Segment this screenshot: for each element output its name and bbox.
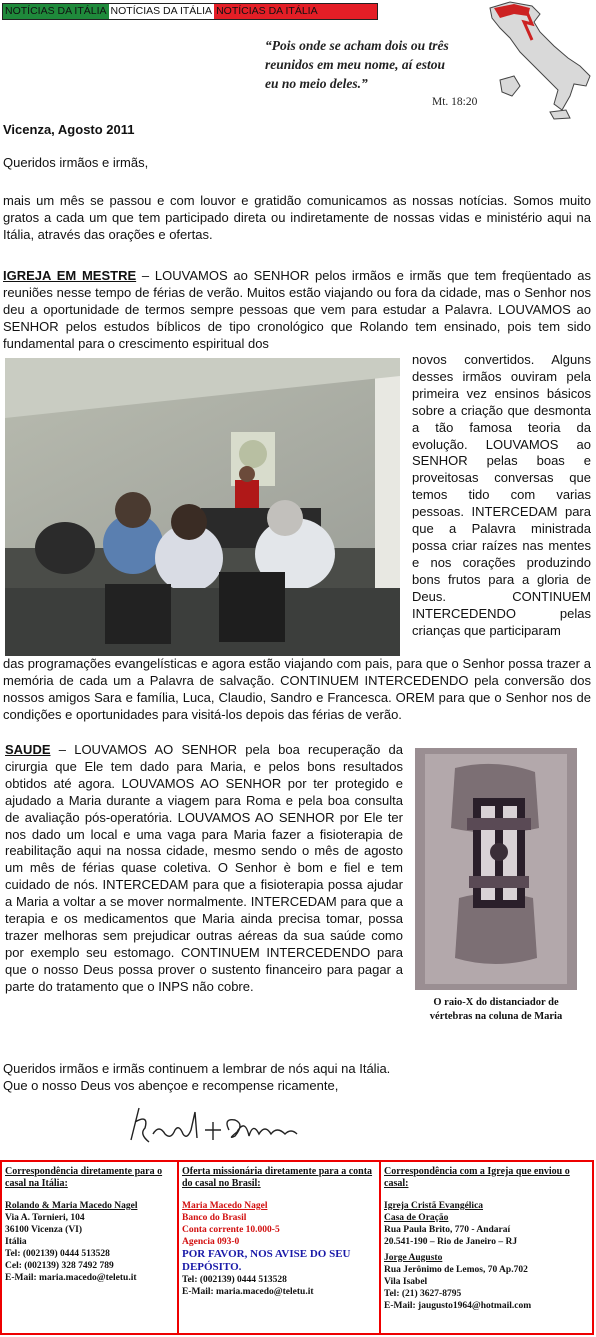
dateline: Vicenza, Agosto 2011 xyxy=(3,122,135,137)
saude-heading: SAUDE xyxy=(5,742,51,757)
quote-line: reunidos em meu nome, aí estou xyxy=(265,57,446,72)
email-line: E-Mail: jaugusto1964@hotmail.com xyxy=(384,1301,532,1311)
saude-text: – LOUVAMOS AO SENHOR pela boa recuperação da cirurgia que Ele tem dado para Maria, e pelos bons resultados obtidos até agora. LOUVAMOS AO SENHOR por ter protegido e ajudado a Maria durante a viagem para Roma e pela boa consulta de avaliação pós-operatória. LOUVAMOS AO SENHOR por Ele ter nos dado um local e uma vaga para Maria fazer a fisioterapia de reabilitação aqui na nossa cidade, mesmo sendo o mês de agosto um mês de férias quase coletiva. O Senhor è bom e fiel e tem cuidado de nós. INTERCEDAM para que a fisioterapia possa ajudar a Maria a voltar a se mover normalmente. INTERCEDAM para que a terapia e os medicamentos que Maria ainda precisa tomar, possa trazer melhoras sem prejudicar outras aéreas da sua saúde como por exemplo seu estomago. CONTINUEM INTERCEDENDO para que o nosso Deus possa prover o sustento financeiro para pagar a parte do tratamento que o INPS não cobre. xyxy=(5,742,403,994)
igreja-heading: IGREJA EM MESTRE xyxy=(3,268,137,283)
account-number: Conta corrente 10.000-5 xyxy=(182,1225,280,1235)
banner-segment-red: NOTÍCIAS DA ITÁLIA xyxy=(214,4,377,19)
igreja-paragraph-bottom: das programações evangelísticas e agora estão viajando com pais, para que o Senhor possa trazer a memória de cada um a Palavra de salvação. CONTINUEM INTERCEDENDO pela conversão dos nossos amigos Sara e família, Luca, Claudio, Sandro e Francesca. OREM para que o Senhor nos de condições e oportunidades para visitá-los depois das férias de verão. xyxy=(3,656,591,722)
xray-caption: O raio-X do distanciador de vértebras na coluna de Maria xyxy=(429,997,563,1022)
cell-line: Cel: (002139) 328 7492 789 xyxy=(5,1261,114,1271)
address-line: Vila Isabel xyxy=(384,1277,428,1287)
address-line: Itália xyxy=(5,1237,27,1247)
footer-heading: Correspondência com a Igreja que enviou o casal: xyxy=(384,1166,570,1189)
saude-paragraph xyxy=(5,742,403,996)
bank-name: Banco do Brasil xyxy=(182,1213,247,1223)
igreja-paragraph xyxy=(3,268,591,353)
deposit-notice: POR FAVOR, NOS AVISE DO SEU DEPÓSITO. xyxy=(182,1248,351,1273)
footer-heading: Oferta missionária diretamente para a conta do casal no Brasil: xyxy=(182,1166,373,1189)
closing-line: Que o nosso Deus vos abençoe e recompense ricamente, xyxy=(3,1077,339,1093)
banner-segment-green: NOTÍCIAS DA ITÁLIA xyxy=(5,5,107,17)
quote-reference: Mt. 18:20 xyxy=(432,96,478,108)
bible-quote xyxy=(265,36,495,93)
phone-line: Tel: (21) 3627-8795 xyxy=(384,1289,462,1299)
email-line: E-Mail: maria.macedo@teletu.it xyxy=(182,1287,314,1297)
address-line: Rua Paula Brito, 770 - Andaraí xyxy=(384,1225,511,1235)
quote-line: “Pois onde se acham dois ou três xyxy=(265,38,449,53)
email-line: E-Mail: maria.macedo@teletu.it xyxy=(5,1273,137,1283)
banner-segment-white: NOTÍCIAS DA ITÁLIA xyxy=(110,5,213,17)
address-line: Rua Jerônimo de Lemos, 70 Ap.702 xyxy=(384,1265,528,1275)
agency-number: Agencia 093-0 xyxy=(182,1237,240,1247)
xray-image xyxy=(415,748,577,990)
phone-line: Tel: (002139) 0444 513528 xyxy=(5,1249,110,1259)
address-line: Via A. Tornieri, 104 xyxy=(5,1213,85,1223)
footer-col-bank xyxy=(179,1162,381,1333)
closing xyxy=(3,1061,390,1094)
header-banner xyxy=(2,3,378,20)
footer-heading: Correspondência diretamente para o casal na Itália: xyxy=(5,1166,163,1189)
handwritten-signature xyxy=(125,1100,305,1152)
quote-line: eu no meio deles.” xyxy=(265,76,368,91)
phone-line: Tel: (002139) 0444 513528 xyxy=(182,1275,287,1285)
contact-name: Jorge Augusto xyxy=(384,1253,443,1263)
address-line: 36100 Vicenza (VI) xyxy=(5,1225,83,1235)
greeting: Queridos irmãos e irmãs, xyxy=(3,155,149,170)
igreja-paragraph-side: novos convertidos. Alguns desses irmãos ouviram pela primeira vez ensinos básicos sobre a criação que desmonta a tão famosa teoria da evolução. LOUVAMOS ao SENHOR pelas boas e proveitosas conversas que temos tido com varias pessoas. INTERCEDAM para que a Palavra ministrada possa criar raízes nas mentes e nos corações produzindo bons frutos para a gloria de Deus. CONTINUEM INTERCEDENDO pelas crianças que participaram xyxy=(412,352,591,638)
church-meeting-photo xyxy=(5,358,400,656)
closing-line: Queridos irmãos e irmãs continuem a lembrar de nós aqui na Itália. xyxy=(3,1061,391,1076)
church-name: Casa de Oração xyxy=(384,1213,449,1223)
intro-paragraph: mais um mês se passou e com louvor e gratidão comunicamos as nossas notícias. Somos muito gratos a cada um que tem participado direta ou indiretamente de nossas vidas e ministério aqui na Itália, através das orações e ofertas. xyxy=(3,193,591,242)
contact-name: Rolando & Maria Macedo Nagel xyxy=(5,1201,138,1211)
footer-col-italy xyxy=(2,1162,179,1333)
footer-contacts xyxy=(0,1160,594,1335)
footer-col-church xyxy=(381,1162,592,1333)
church-name: Igreja Cristã Evangélica xyxy=(384,1201,484,1211)
account-holder: Maria Macedo Nagel xyxy=(182,1201,268,1211)
igreja-text-top: – LOUVAMOS ao SENHOR pelos irmãos e irmãs que tem freqüentado as reuniões nesse tempo de férias de verão. Muitos estão viajando ou fora da cidade, mas o Senhor nos deu a oportunidade de termos sempre pessoas que vem para estudar a Palavra. LOUVAMOS ao SENHOR pelos estudos bíblicos de tipo cronológico que Rolando tem ensinado, pois tem sido fundamental para o crescimento espiritual dos xyxy=(3,268,591,351)
address-line: 20.541-190 – Rio de Janeiro – RJ xyxy=(384,1237,518,1247)
